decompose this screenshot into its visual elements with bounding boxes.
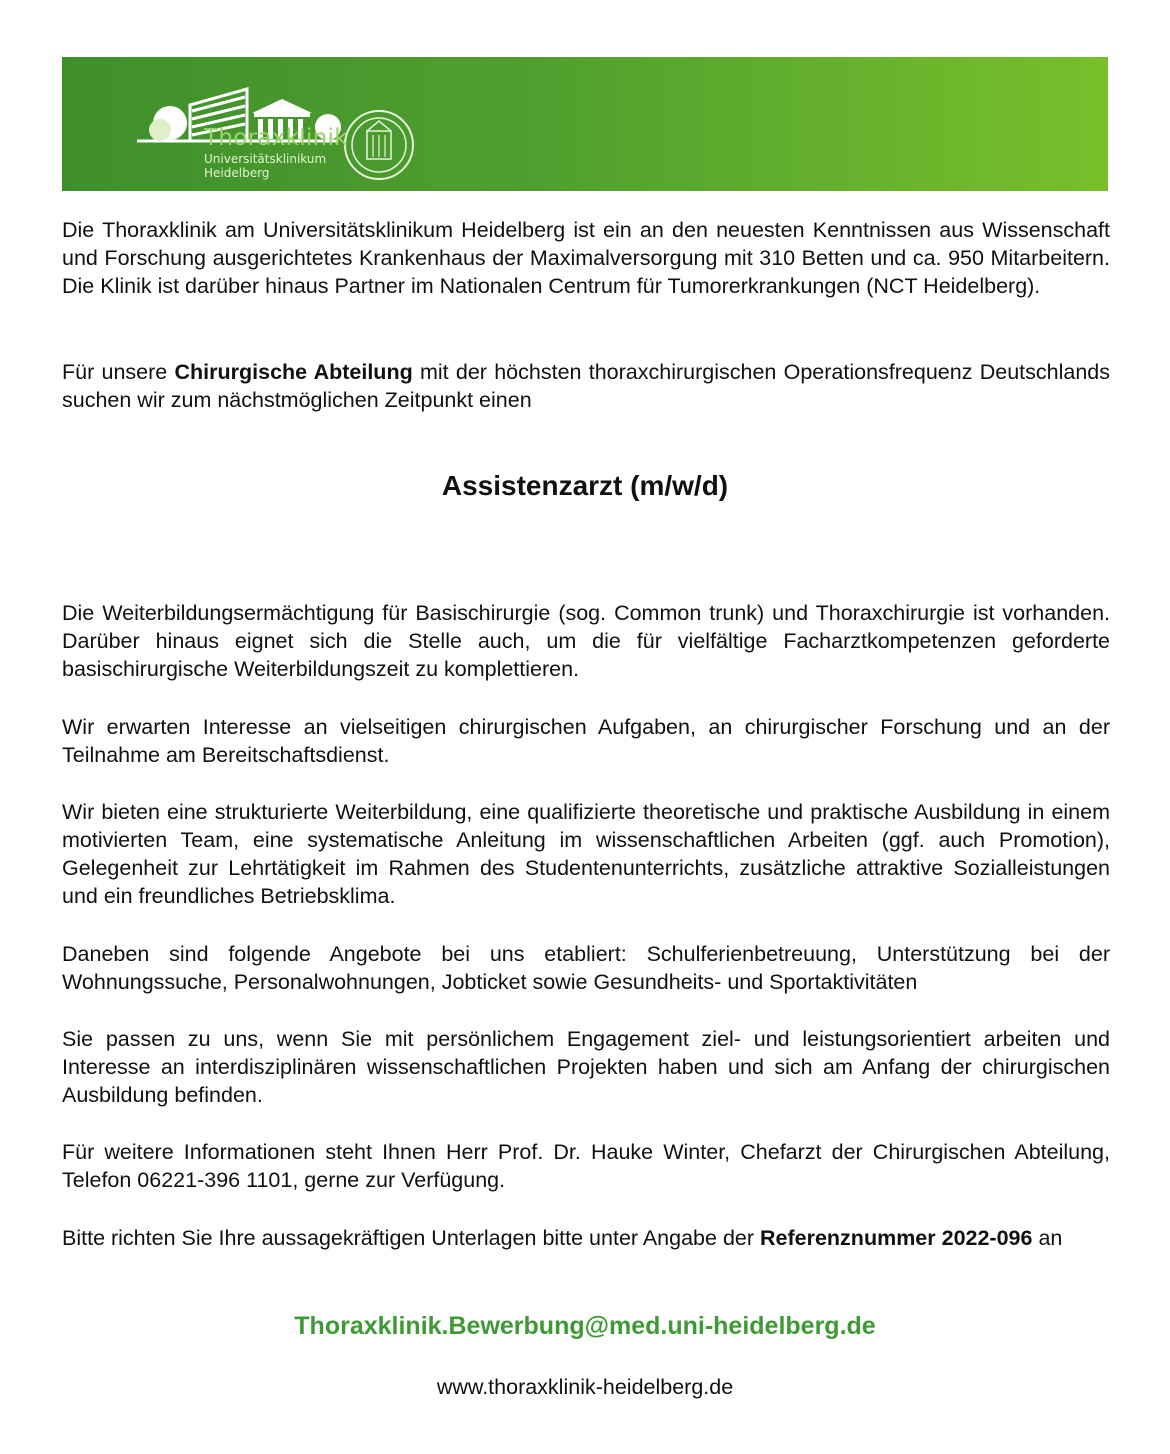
search-paragraph (62, 358, 1110, 414)
search-text-before: Für unsere (62, 360, 175, 384)
offer-paragraph: Wir bieten eine strukturierte Weiterbildung, eine qualifizierte theoretische und praktische Ausbildung in einem motivierten Team, eine systematische Anleitung im wissenschaftlichen Arbeiten (ggf. auch Promotion), Gelegenheit zur Lehrtätigkeit im Rahmen des Studentenunterrichts, zusätzliche attraktive Sozialleistungen und ein freundliches Betriebsklima. (62, 800, 1110, 908)
expectations-paragraph: Wir erwarten Interesse an vielseitigen chirurgischen Aufgaben, an chirurgischer Forschung und an der Teilnahme am Bereitschaftsdienst. (62, 715, 1110, 767)
intro-paragraph: Die Thoraxklinik am Universitätsklinikum Heidelberg ist ein an den neuesten Kenntnissen aus Wissenschaft und Forschung ausgerichtetes Krankenhaus der Maximalversorgung mit 310 Betten und ca. 950 Mitarbeitern. Die Klinik ist darüber hinaus Partner im Nationalen Centrum für Tumorerkrankungen (NCT Heidelberg). (62, 218, 1110, 298)
header-banner (62, 57, 1108, 191)
profile-paragraph: Sie passen zu uns, wenn Sie mit persönlichem Engagement ziel- und leistungsorientiert arbeiten und Interesse an interdisziplinären wissenschaftlichen Projekten haben und sich am Anfang der chirurgischen Ausbildung befinden. (62, 1027, 1110, 1107)
application-text-before: Bitte richten Sie Ihre aussagekräftigen Unterlagen bitte unter Angabe der (62, 1226, 760, 1250)
logo-subtitle (204, 152, 326, 180)
logo-name: Thoraxklinik (204, 125, 348, 151)
website-link[interactable]: www.thoraxklinik-heidelberg.de (436, 1375, 734, 1399)
search-text-after: mit der höchsten thoraxchirurgischen Operationsfrequenz Deutschlands suchen wir zum nächstmöglichen Zeitpunkt einen (62, 360, 1110, 412)
logo-subtitle-line2: Heidelberg (204, 166, 270, 180)
training-paragraph: Die Weiterbildungsermächtigung für Basischirurgie (sog. Common trunk) und Thoraxchirurgie ist vorhanden. Darüber hinaus eignet sich die Stelle auch, um die für vielfältige Facharztkompetenzen geforderte basischirurgische Weiterbildungszeit zu komplettieren. (62, 601, 1110, 681)
application-paragraph (62, 1224, 1110, 1252)
application-email-link[interactable]: Thoraxklinik.Bewerbung@med.uni-heidelberg.de (294, 1312, 876, 1340)
benefits-paragraph: Daneben sind folgende Angebote bei uns etabliert: Schulferienbetreuung, Unterstützung bei der Wohnungssuche, Personalwohnungen, Jobticket sowie Gesundheits- und Sportaktivitäten (62, 942, 1110, 994)
application-text-after: an (1032, 1226, 1063, 1250)
department-name: Chirurgische Abteilung (174, 360, 413, 384)
job-title: Assistenzarzt (m/w/d) (441, 470, 729, 501)
reference-number: Referenznummer 2022-096 (760, 1226, 1033, 1250)
contact-paragraph: Für weitere Informationen steht Ihnen Herr Prof. Dr. Hauke Winter, Chefarzt der Chirurgischen Abteilung, Telefon 06221-396 1101, gerne zur Verfügung. (62, 1140, 1110, 1192)
logo-subtitle-line1: Universitätsklinikum (204, 152, 327, 166)
university-seal-icon (345, 111, 413, 179)
